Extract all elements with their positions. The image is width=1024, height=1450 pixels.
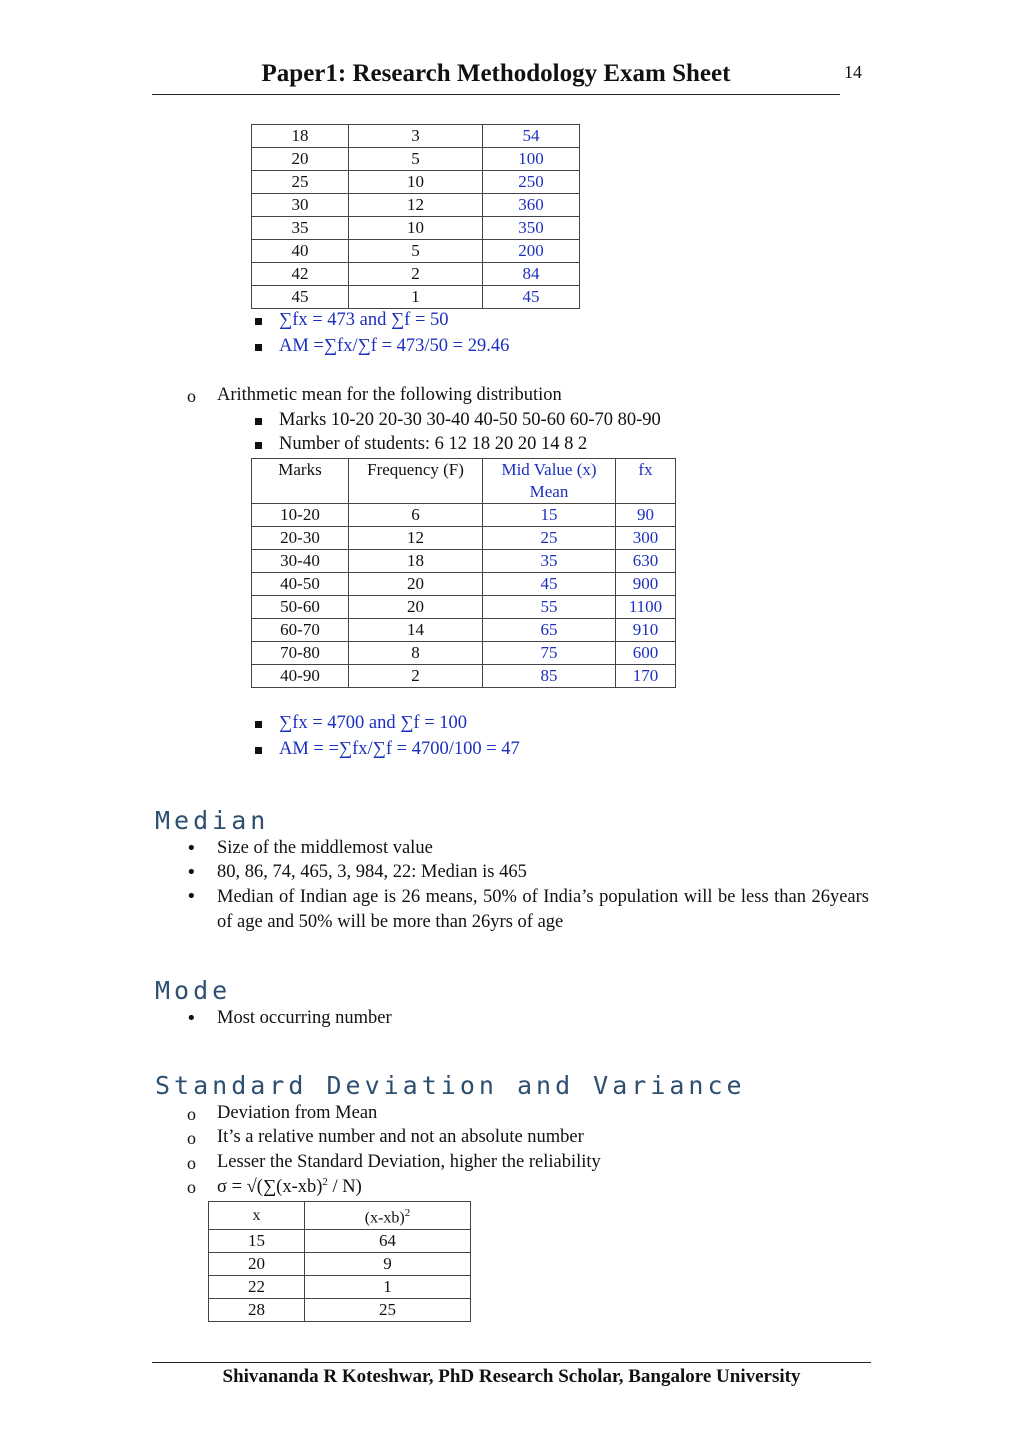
footer-author: Shivananda R Koteshwar, PhD Research Scholar, Bangalore University — [222, 1366, 801, 1387]
table-cell: 2 — [349, 665, 483, 688]
circle-bullet: o — [187, 1104, 196, 1124]
table-row — [252, 550, 676, 573]
sd-item-3: Lesser the Standard Deviation, higher the reliability — [217, 1152, 601, 1172]
sd-formula: $\sigma = √(\sum(x-xb)^2 / N)$ — [217, 1176, 362, 1198]
table-cell: 65 — [483, 619, 616, 642]
median-item-3: Median of Indian age is 26 means, 50% of India’s population will be less than 26years of age and 50% will be more than 26yrs of age — [217, 887, 869, 932]
table-cell: 54 — [483, 125, 580, 148]
table-cell: 20 — [349, 573, 483, 596]
table-cell: 100 — [483, 148, 580, 171]
square-bullet — [255, 318, 262, 325]
header-divider — [152, 94, 840, 95]
table-cell: 5 — [349, 240, 483, 263]
col-header-fx: fx — [616, 459, 676, 504]
table-row — [252, 619, 676, 642]
table-cell: 70-80 — [252, 642, 349, 665]
square-bullet — [255, 721, 262, 728]
marks-line: Marks 10-20 20-30 30-40 40-50 50-60 60-70 80-90 — [279, 410, 661, 430]
footer-divider — [152, 1362, 871, 1363]
circle-bullet: o — [187, 1177, 196, 1197]
table-cell: 15 — [209, 1230, 305, 1253]
table-cell: 9 — [305, 1253, 471, 1276]
table-cell: 8 — [349, 642, 483, 665]
mode-item-1: Most occurring number — [217, 1008, 392, 1028]
table-cell: 84 — [483, 263, 580, 286]
col-header-marks: Marks — [252, 459, 349, 504]
frequency-table-1 — [251, 124, 580, 309]
table-cell: 25 — [483, 527, 616, 550]
table-cell: 35 — [483, 550, 616, 573]
table-row — [252, 642, 676, 665]
table-cell: 20 — [209, 1253, 305, 1276]
table-row — [252, 665, 676, 688]
bullet-dot: • — [186, 862, 197, 883]
table-row — [252, 240, 580, 263]
circle-bullet: o — [187, 1153, 196, 1173]
table-row — [252, 573, 676, 596]
table-row — [252, 286, 580, 309]
table-row — [209, 1299, 471, 1322]
table-cell: 170 — [616, 665, 676, 688]
col-header-mid-value: Mid Value (x) Mean — [483, 459, 616, 504]
table-cell: 5 — [349, 148, 483, 171]
table-cell: 75 — [483, 642, 616, 665]
table-cell: 20-30 — [252, 527, 349, 550]
bullet-dot: • — [186, 1008, 197, 1029]
table-cell: 64 — [305, 1230, 471, 1253]
table-row — [252, 263, 580, 286]
table-cell: 12 — [349, 194, 483, 217]
table-cell: 250 — [483, 171, 580, 194]
col-header-frequency: Frequency (F) — [349, 459, 483, 504]
mode-heading: Mode — [155, 976, 232, 1005]
table-cell: 85 — [483, 665, 616, 688]
table-cell: 18 — [252, 125, 349, 148]
sd-heading: Standard Deviation and Variance — [155, 1071, 746, 1100]
table-cell: 200 — [483, 240, 580, 263]
frequency-table-2 — [251, 458, 676, 688]
table-row — [252, 194, 580, 217]
table-row — [252, 504, 676, 527]
bullet-dot: • — [186, 838, 197, 859]
sum-line-2: ∑fx = 4700 and ∑f = 100 — [279, 713, 468, 733]
table-cell: 3 — [349, 125, 483, 148]
table-row — [252, 596, 676, 619]
square-bullet — [255, 418, 262, 425]
table-row — [209, 1230, 471, 1253]
table-cell: 45 — [483, 286, 580, 309]
table-cell: 35 — [252, 217, 349, 240]
table-cell: 25 — [305, 1299, 471, 1322]
table-cell: 10-20 — [252, 504, 349, 527]
table-cell: 6 — [349, 504, 483, 527]
page-title: Paper1: Research Methodology Exam Sheet — [261, 60, 731, 87]
table-cell: 30 — [252, 194, 349, 217]
circle-bullet: o — [187, 386, 196, 406]
deviation-table — [208, 1201, 471, 1322]
table-row — [252, 148, 580, 171]
table-row — [252, 217, 580, 240]
median-heading: Median — [155, 806, 270, 835]
table-cell: 40-50 — [252, 573, 349, 596]
table-cell: 350 — [483, 217, 580, 240]
table-cell: 40-90 — [252, 665, 349, 688]
median-item-2: 80, 86, 74, 465, 3, 984, 22: Median is 465 — [217, 862, 527, 882]
sum-line-1: ∑fx = 473 and ∑f = 50 — [279, 310, 449, 330]
am-line-1: AM =∑fx/∑f = 473/50 = 29.46 — [279, 336, 510, 356]
table-cell: 20 — [252, 148, 349, 171]
table-cell: 2 — [349, 263, 483, 286]
table-cell: 1 — [349, 286, 483, 309]
table-cell: 630 — [616, 550, 676, 573]
table-cell: 12 — [349, 527, 483, 550]
table-cell: 900 — [616, 573, 676, 596]
table-cell: 300 — [616, 527, 676, 550]
am-line-2: AM = =∑fx/∑f = 4700/100 = 47 — [279, 739, 520, 759]
table-row — [252, 527, 676, 550]
table-cell: 10 — [349, 171, 483, 194]
square-bullet — [255, 344, 262, 351]
table-cell: 10 — [349, 217, 483, 240]
circle-bullet: o — [187, 1128, 196, 1148]
bullet-dot: • — [186, 886, 197, 907]
table-cell: 14 — [349, 619, 483, 642]
table-cell: 55 — [483, 596, 616, 619]
table-cell: 50-60 — [252, 596, 349, 619]
table-cell: 42 — [252, 263, 349, 286]
table-cell: 15 — [483, 504, 616, 527]
table-cell: 25 — [252, 171, 349, 194]
table-row — [252, 171, 580, 194]
table-row — [209, 1276, 471, 1299]
table-cell: 20 — [349, 596, 483, 619]
students-line: Number of students: 6 12 18 20 20 14 8 2 — [279, 434, 588, 454]
table-cell: 910 — [616, 619, 676, 642]
sd-item-2: It’s a relative number and not an absolute number — [217, 1127, 584, 1147]
table-row — [252, 125, 580, 148]
col-header-deviation-squared: $(x-xb)^2$ — [305, 1202, 471, 1230]
median-item-1: Size of the middlemost value — [217, 838, 433, 858]
table-cell: 28 — [209, 1299, 305, 1322]
table-cell: 30-40 — [252, 550, 349, 573]
col-header-x: x — [209, 1202, 305, 1230]
table-cell: 22 — [209, 1276, 305, 1299]
table-row — [209, 1253, 471, 1276]
table-cell: 90 — [616, 504, 676, 527]
table-cell: 45 — [252, 286, 349, 309]
am-intro-title: Arithmetic mean for the following distribution — [217, 385, 562, 405]
table-cell: 60-70 — [252, 619, 349, 642]
table-cell: 600 — [616, 642, 676, 665]
square-bullet — [255, 747, 262, 754]
sd-item-1: Deviation from Mean — [217, 1103, 378, 1123]
table-cell: 1100 — [616, 596, 676, 619]
square-bullet — [255, 442, 262, 449]
table-cell: 1 — [305, 1276, 471, 1299]
table-cell: 45 — [483, 573, 616, 596]
table-cell: 360 — [483, 194, 580, 217]
table-cell: 18 — [349, 550, 483, 573]
page-number: 14 — [844, 62, 862, 82]
table-cell: 40 — [252, 240, 349, 263]
